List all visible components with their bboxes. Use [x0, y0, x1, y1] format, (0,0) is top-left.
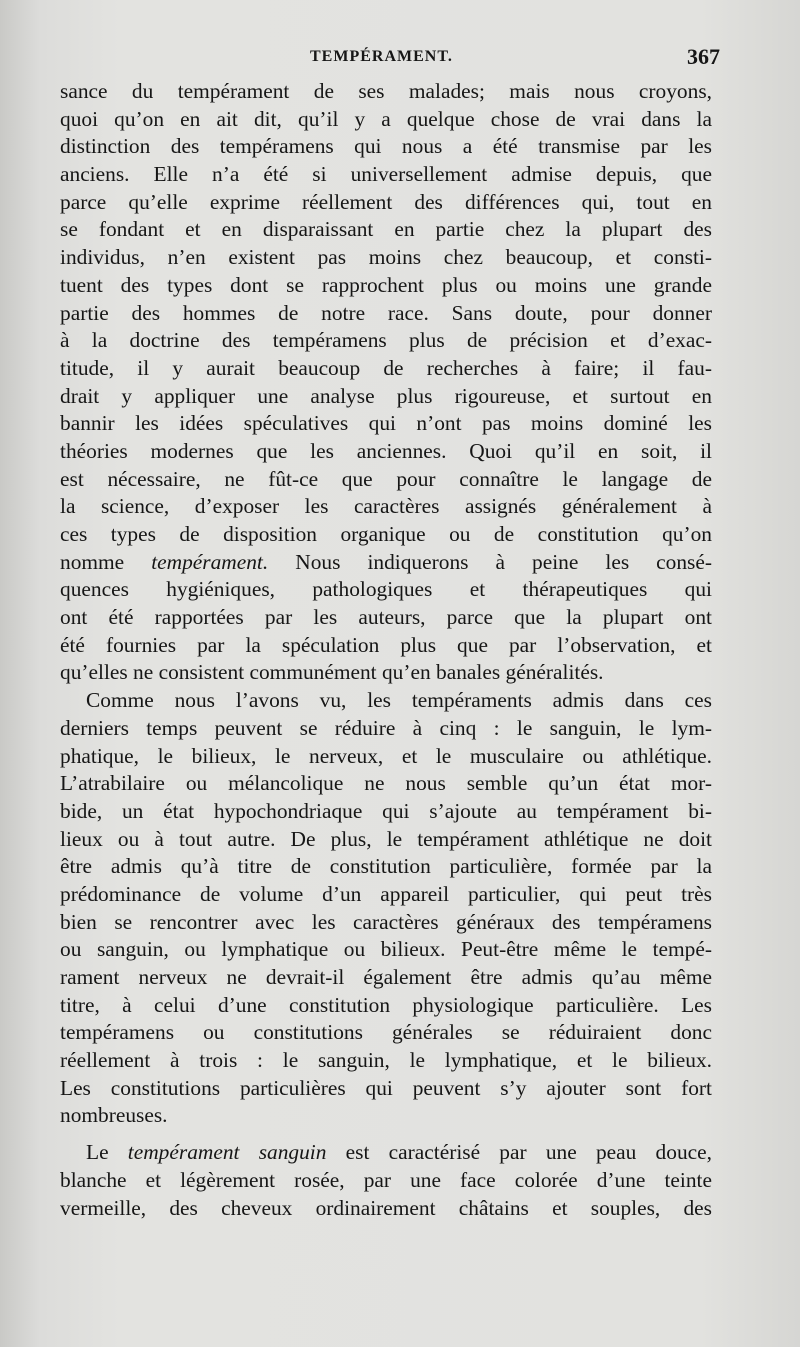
- text-line: vermeille, des cheveux ordinairement châtains et souples, des: [60, 1195, 712, 1220]
- text-line: [60, 549, 712, 577]
- text-line: tempéramens ou constitutions générales se réduiraient donc: [60, 1020, 712, 1045]
- paragraph-gap: [60, 1130, 712, 1139]
- text-line: sance du tempérament de ses malades; mais nous croyons,: [60, 79, 712, 103]
- text-line: prédominance de volume d’un appareil particulier, qui peut très: [60, 881, 712, 906]
- body-text: [60, 78, 712, 1222]
- text-line: ces types de disposition organique ou de constitution qu’on: [60, 522, 712, 546]
- text-line: individus, n’en existent pas moins chez beaucoup, et consti-: [60, 245, 712, 270]
- text-line: ou sanguin, ou lymphatique ou bilieux. Peut-être même le tempé-: [60, 937, 712, 962]
- text-line: tuent des types dont se rapprochent plus ou moins une grande: [60, 272, 712, 297]
- text-line: derniers temps peuvent se réduire à cinq : le sanguin, le lym-: [60, 715, 712, 740]
- text-line: parce qu’elle exprime réellement des différences qui, tout en: [60, 189, 712, 214]
- text-segment: Le: [86, 1140, 128, 1165]
- text-line: à la doctrine des tempéramens plus de précision et d’exac-: [60, 328, 712, 353]
- italic-term: tempérament sanguin: [127, 1140, 327, 1165]
- text-line: quences hygiéniques, pathologiques et thérapeutiques qui: [60, 577, 712, 602]
- text-line: Les constitutions particulières qui peuvent s’y ajouter sont fort: [60, 1075, 712, 1100]
- text-line: se fondant et en disparaissant en partie chez la plupart des: [60, 217, 712, 242]
- text-line: théories modernes que les anciennes. Quoi qu’il en soit, il: [60, 438, 712, 463]
- page-header: [60, 44, 720, 74]
- text-line: quoi qu’on en ait dit, qu’il y a quelque chose de vrai dans la: [60, 106, 712, 131]
- text-line: bide, un état hypochondriaque qui s’ajoute au tempérament bi-: [60, 798, 712, 823]
- paragraph-2: [60, 687, 712, 1130]
- text-line: être admis qu’à titre de constitution particulière, formée par la: [60, 854, 712, 879]
- text-line: titude, il y aurait beaucoup de recherches à faire; il fau-: [60, 355, 712, 380]
- text-line: distinction des tempéramens qui nous a été transmise par les: [60, 134, 712, 159]
- text-line: qu’elles ne consistent communément qu’en banales généralités.: [60, 660, 604, 685]
- text-line: drait y appliquer une analyse plus rigoureuse, et surtout en: [60, 383, 712, 408]
- text-line: réellement à trois : le sanguin, le lymphatique, et le bilieux.: [60, 1048, 712, 1073]
- paragraph-3: [60, 1139, 712, 1222]
- text-line: été fournies par la spéculation plus que par l’observation, et: [60, 632, 712, 657]
- text-line: phatique, le bilieux, le nerveux, et le musculaire ou athlétique.: [60, 743, 712, 768]
- text-line: nombreuses.: [60, 1103, 168, 1128]
- text-segment: est caractérisé par une peau douce,: [326, 1140, 712, 1165]
- running-head: TEMPÉRAMENT.: [310, 48, 453, 65]
- paragraph-1: [60, 78, 712, 687]
- text-line: anciens. Elle n’a été si universellement admise depuis, que: [60, 162, 712, 187]
- text-line: Comme nous l’avons vu, les tempéraments admis dans ces: [86, 688, 712, 713]
- text-line: [60, 1139, 712, 1167]
- text-line: rament nerveux ne devrait-il également être admis qu’au même: [60, 965, 712, 989]
- text-line: L’atrabilaire ou mélancolique ne nous semble qu’un état mor-: [60, 771, 712, 796]
- text-line: la science, d’exposer les caractères assignés généralement à: [60, 494, 712, 519]
- text-line: bannir les idées spéculatives qui n’ont pas moins dominé les: [60, 411, 712, 436]
- text-line: bien se rencontrer avec les caractères généraux des tempéramens: [60, 909, 712, 934]
- text-line: partie des hommes de notre race. Sans doute, pour donner: [60, 300, 712, 325]
- text-segment: Nous indiquerons à peine les consé-: [268, 549, 712, 574]
- page-number: 367: [687, 44, 720, 69]
- text-line: blanche et légèrement rosée, par une face colorée d’une teinte: [60, 1167, 712, 1192]
- text-line: ont été rapportées par les auteurs, parce que la plupart ont: [60, 605, 712, 630]
- italic-term: tempérament.: [151, 549, 269, 574]
- text-line: lieux ou à tout autre. De plus, le tempérament athlétique ne doit: [60, 826, 712, 851]
- text-segment: nomme: [60, 549, 152, 574]
- text-line: titre, à celui d’une constitution physiologique particulière. Les: [60, 992, 712, 1017]
- text-line: est nécessaire, ne fût-ce que pour connaître le langage de: [60, 466, 712, 491]
